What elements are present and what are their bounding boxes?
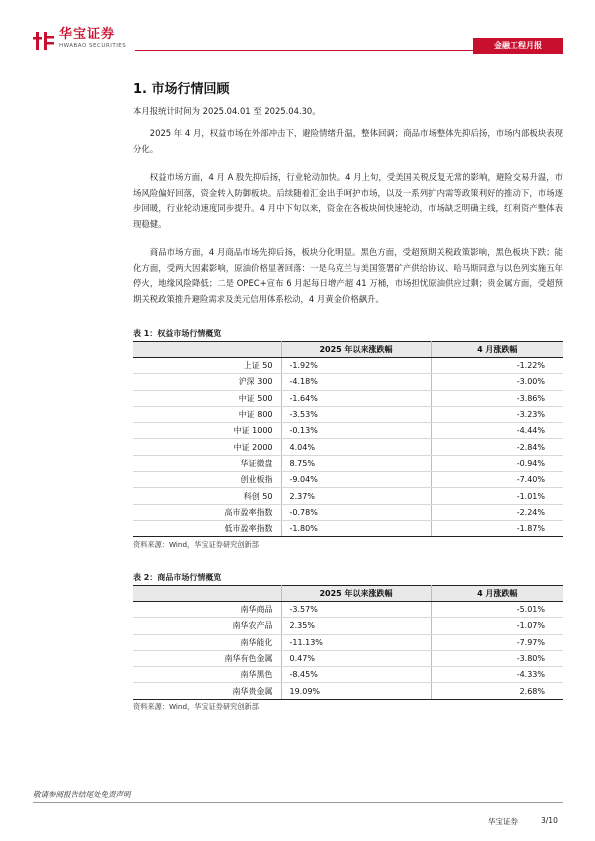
table-header-cell: 4 月涨跌幅: [431, 586, 563, 602]
index-name: 南华有色金属: [133, 650, 281, 666]
ytd-change: -1.92%: [281, 358, 431, 374]
april-change: -3.00%: [431, 374, 563, 390]
april-change: -4.44%: [431, 423, 563, 439]
table-row: [133, 406, 563, 422]
april-change: -0.94%: [431, 455, 563, 471]
table-header-cell: 4 月涨跌幅: [431, 342, 563, 358]
table-row: [133, 455, 563, 471]
logo-name-en: HWABAO SECURITIES: [59, 43, 127, 49]
index-name: 南华农产品: [133, 618, 281, 634]
ytd-change: -0.13%: [281, 423, 431, 439]
index-name: 中证 1000: [133, 423, 281, 439]
table-row: [133, 504, 563, 520]
ytd-change: -3.57%: [281, 602, 431, 618]
april-change: -7.40%: [431, 472, 563, 488]
index-name: 低市盈率指数: [133, 520, 281, 536]
ytd-change: 4.04%: [281, 439, 431, 455]
table-row: [133, 358, 563, 374]
april-change: -1.01%: [431, 488, 563, 504]
index-name: 高市盈率指数: [133, 504, 281, 520]
header-divider: [135, 50, 475, 51]
table1-source: 资料来源：Wind，华宝证券研究创新部: [133, 540, 259, 549]
index-name: 南华贵金属: [133, 683, 281, 699]
ytd-change: 0.47%: [281, 650, 431, 666]
april-change: -2.84%: [431, 439, 563, 455]
section-title: 1. 市场行情回顾: [133, 82, 230, 97]
page-number: 3/10: [541, 816, 558, 825]
table-row: [133, 667, 563, 683]
commodity-market-table: [133, 585, 563, 700]
table-row: [133, 683, 563, 699]
ytd-change: 2.35%: [281, 618, 431, 634]
april-change: -4.33%: [431, 667, 563, 683]
table-header-cell: 2025 年以来涨跌幅: [281, 342, 431, 358]
table-row: [133, 634, 563, 650]
april-change: -3.23%: [431, 406, 563, 422]
company-logo: [33, 28, 126, 54]
table-row: [133, 520, 563, 536]
index-name: 中证 500: [133, 390, 281, 406]
table2-source: 资料来源：Wind，华宝证券研究创新部: [133, 702, 259, 711]
april-change: 2.68%: [431, 683, 563, 699]
april-change: -5.01%: [431, 602, 563, 618]
table-header-cell: [133, 586, 281, 602]
ytd-change: 2.37%: [281, 488, 431, 504]
ytd-change: -3.53%: [281, 406, 431, 422]
april-change: -3.80%: [431, 650, 563, 666]
ytd-change: -4.18%: [281, 374, 431, 390]
index-name: 上证 50: [133, 358, 281, 374]
table-row: [133, 390, 563, 406]
ytd-change: -1.64%: [281, 390, 431, 406]
table-row: [133, 374, 563, 390]
footer-divider: [33, 802, 563, 803]
paragraph-overview: 2025 年 4 月，权益市场在外部冲击下，避险情绪升温，整体回调；商品市场整体先抑后扬，市场内部板块表现分化。: [133, 128, 563, 154]
april-change: -3.86%: [431, 390, 563, 406]
ytd-change: -9.04%: [281, 472, 431, 488]
paragraph-equity: 权益市场方面，4 月 A 股先抑后扬，行业轮动加快。4 月上旬，受美国关税反复无常的影响，避险交易升温，市场风险偏好回落，资金转入防御板块。后续随着汇金出手呵护市场，以及一系列扩内需等政策利好的推动下，市场逐步回暖，行业轮动速度同步提升。4 月中下旬以来，资金在各板块间快速轮动，市场缺乏明确主线，红利资产整体表现稳健。: [133, 172, 563, 229]
table-row: [133, 488, 563, 504]
logo-name-cn: 华宝证券: [59, 27, 116, 42]
ytd-change: -11.13%: [281, 634, 431, 650]
ytd-change: 19.09%: [281, 683, 431, 699]
index-name: 科创 50: [133, 488, 281, 504]
index-name: 南华黑色: [133, 667, 281, 683]
table-row: [133, 618, 563, 634]
april-change: -1.07%: [431, 618, 563, 634]
table-row: [133, 423, 563, 439]
disclaimer-note: 敬请参阅报告结尾处免责声明: [33, 790, 131, 799]
april-change: -2.24%: [431, 504, 563, 520]
ytd-change: -8.45%: [281, 667, 431, 683]
table-row: [133, 650, 563, 666]
paragraph-period: 本月报统计时间为 2025.04.01 至 2025.04.30。: [133, 106, 321, 116]
ytd-change: -0.78%: [281, 504, 431, 520]
table-row: [133, 439, 563, 455]
index-name: 沪深 300: [133, 374, 281, 390]
page-header: [33, 28, 563, 56]
footer-company: 华宝证券: [488, 817, 518, 826]
index-name: 中证 800: [133, 406, 281, 422]
paragraph-commodity: 商品市场方面，4 月商品市场先抑后扬，板块分化明显。黑色方面，受超预期关税政策影响，黑色板块下跌；能化方面，受两大因素影响，原油价格显著回落：一是乌克兰与美国签署矿产供给协议、哈马斯同意与以色列实施五年停火，地缘风险降低；二是 OPEC+宣布 6 月起每日增产超 41 万桶，市场担忧原油供应过剩；贵金属方面，受超预期关税政策推升避险需求及美元信用体系松动，4 月黄金价格飙升。: [133, 247, 563, 304]
table2-caption: 表 2：商品市场行情概览: [133, 573, 222, 582]
table-header-cell: 2025 年以来涨跌幅: [281, 586, 431, 602]
table-row: [133, 472, 563, 488]
logo-mark-icon: [33, 30, 55, 52]
report-type-tag: 金融工程月报: [473, 38, 563, 54]
index-name: 华证微盘: [133, 455, 281, 471]
index-name: 南华能化: [133, 634, 281, 650]
index-name: 创业板指: [133, 472, 281, 488]
table-header-row: [133, 342, 563, 358]
april-change: -1.87%: [431, 520, 563, 536]
ytd-change: 8.75%: [281, 455, 431, 471]
equity-market-table: [133, 341, 563, 537]
ytd-change: -1.80%: [281, 520, 431, 536]
table-row: [133, 602, 563, 618]
index-name: 中证 2000: [133, 439, 281, 455]
table1-caption: 表 1：权益市场行情概览: [133, 329, 222, 338]
april-change: -7.97%: [431, 634, 563, 650]
table-header-cell: [133, 342, 281, 358]
april-change: -1.22%: [431, 358, 563, 374]
table-header-row: [133, 586, 563, 602]
index-name: 南华商品: [133, 602, 281, 618]
